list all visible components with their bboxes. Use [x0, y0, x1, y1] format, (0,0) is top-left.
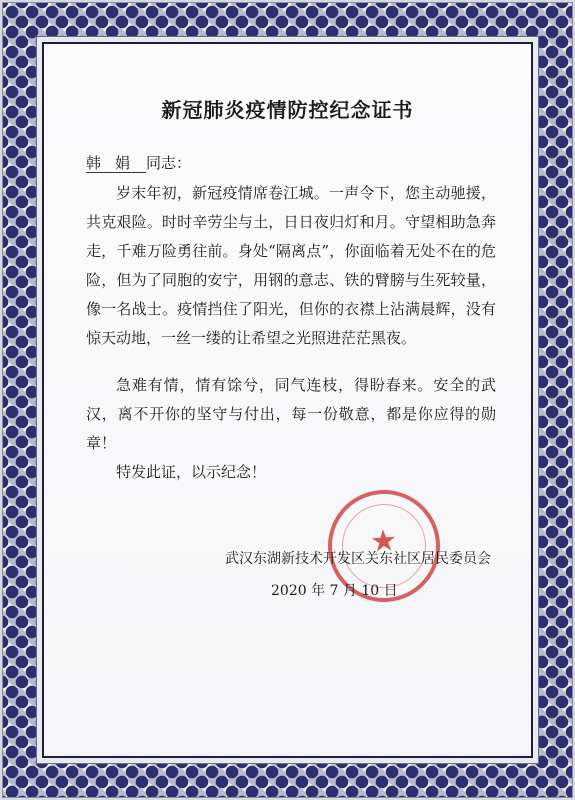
recipient-suffix: 同志： [146, 154, 192, 172]
issue-date: 2020 年 7 月 10 日 [271, 583, 398, 599]
certificate-title: 新冠肺炎疫情防控纪念证书 [161, 98, 414, 122]
certificate [2, 2, 573, 798]
certificate-body [42, 42, 533, 758]
paragraph-3: 特发此证，以示纪念！ [116, 463, 267, 481]
paragraph-2: 急难有情，情有馀兮，同气连枝，得盼春来。安全的武汉，离不开你的坚守与付出，每一份敬意，都是你应得的勋章！ [86, 376, 496, 452]
issuer-name: 武汉东湖新技术开发区关东社区居民委员会 [225, 551, 491, 567]
recipient-line [86, 152, 191, 173]
recipient-name: 韩娟 [86, 154, 145, 172]
seal-star-icon: ★ [369, 523, 399, 560]
paragraph-1: 岁末年初，新冠疫情席卷江城。一声令下，您主动驰援，共克艰险。时时辛劳尘与土，日日夜归灯和月。守望相助急奔走，千难万险勇往前。身处“隔离点”，你面临着无处不在的危险，但为了同胞的安宁，用钢的意志、铁的臂膀与生死较量，像一名战士。疫情挡住了阳光，但你的衣襟上沾满晨辉，没有惊天动地，一丝一缕的让希望之光照进茫茫黑夜。 [86, 184, 496, 347]
